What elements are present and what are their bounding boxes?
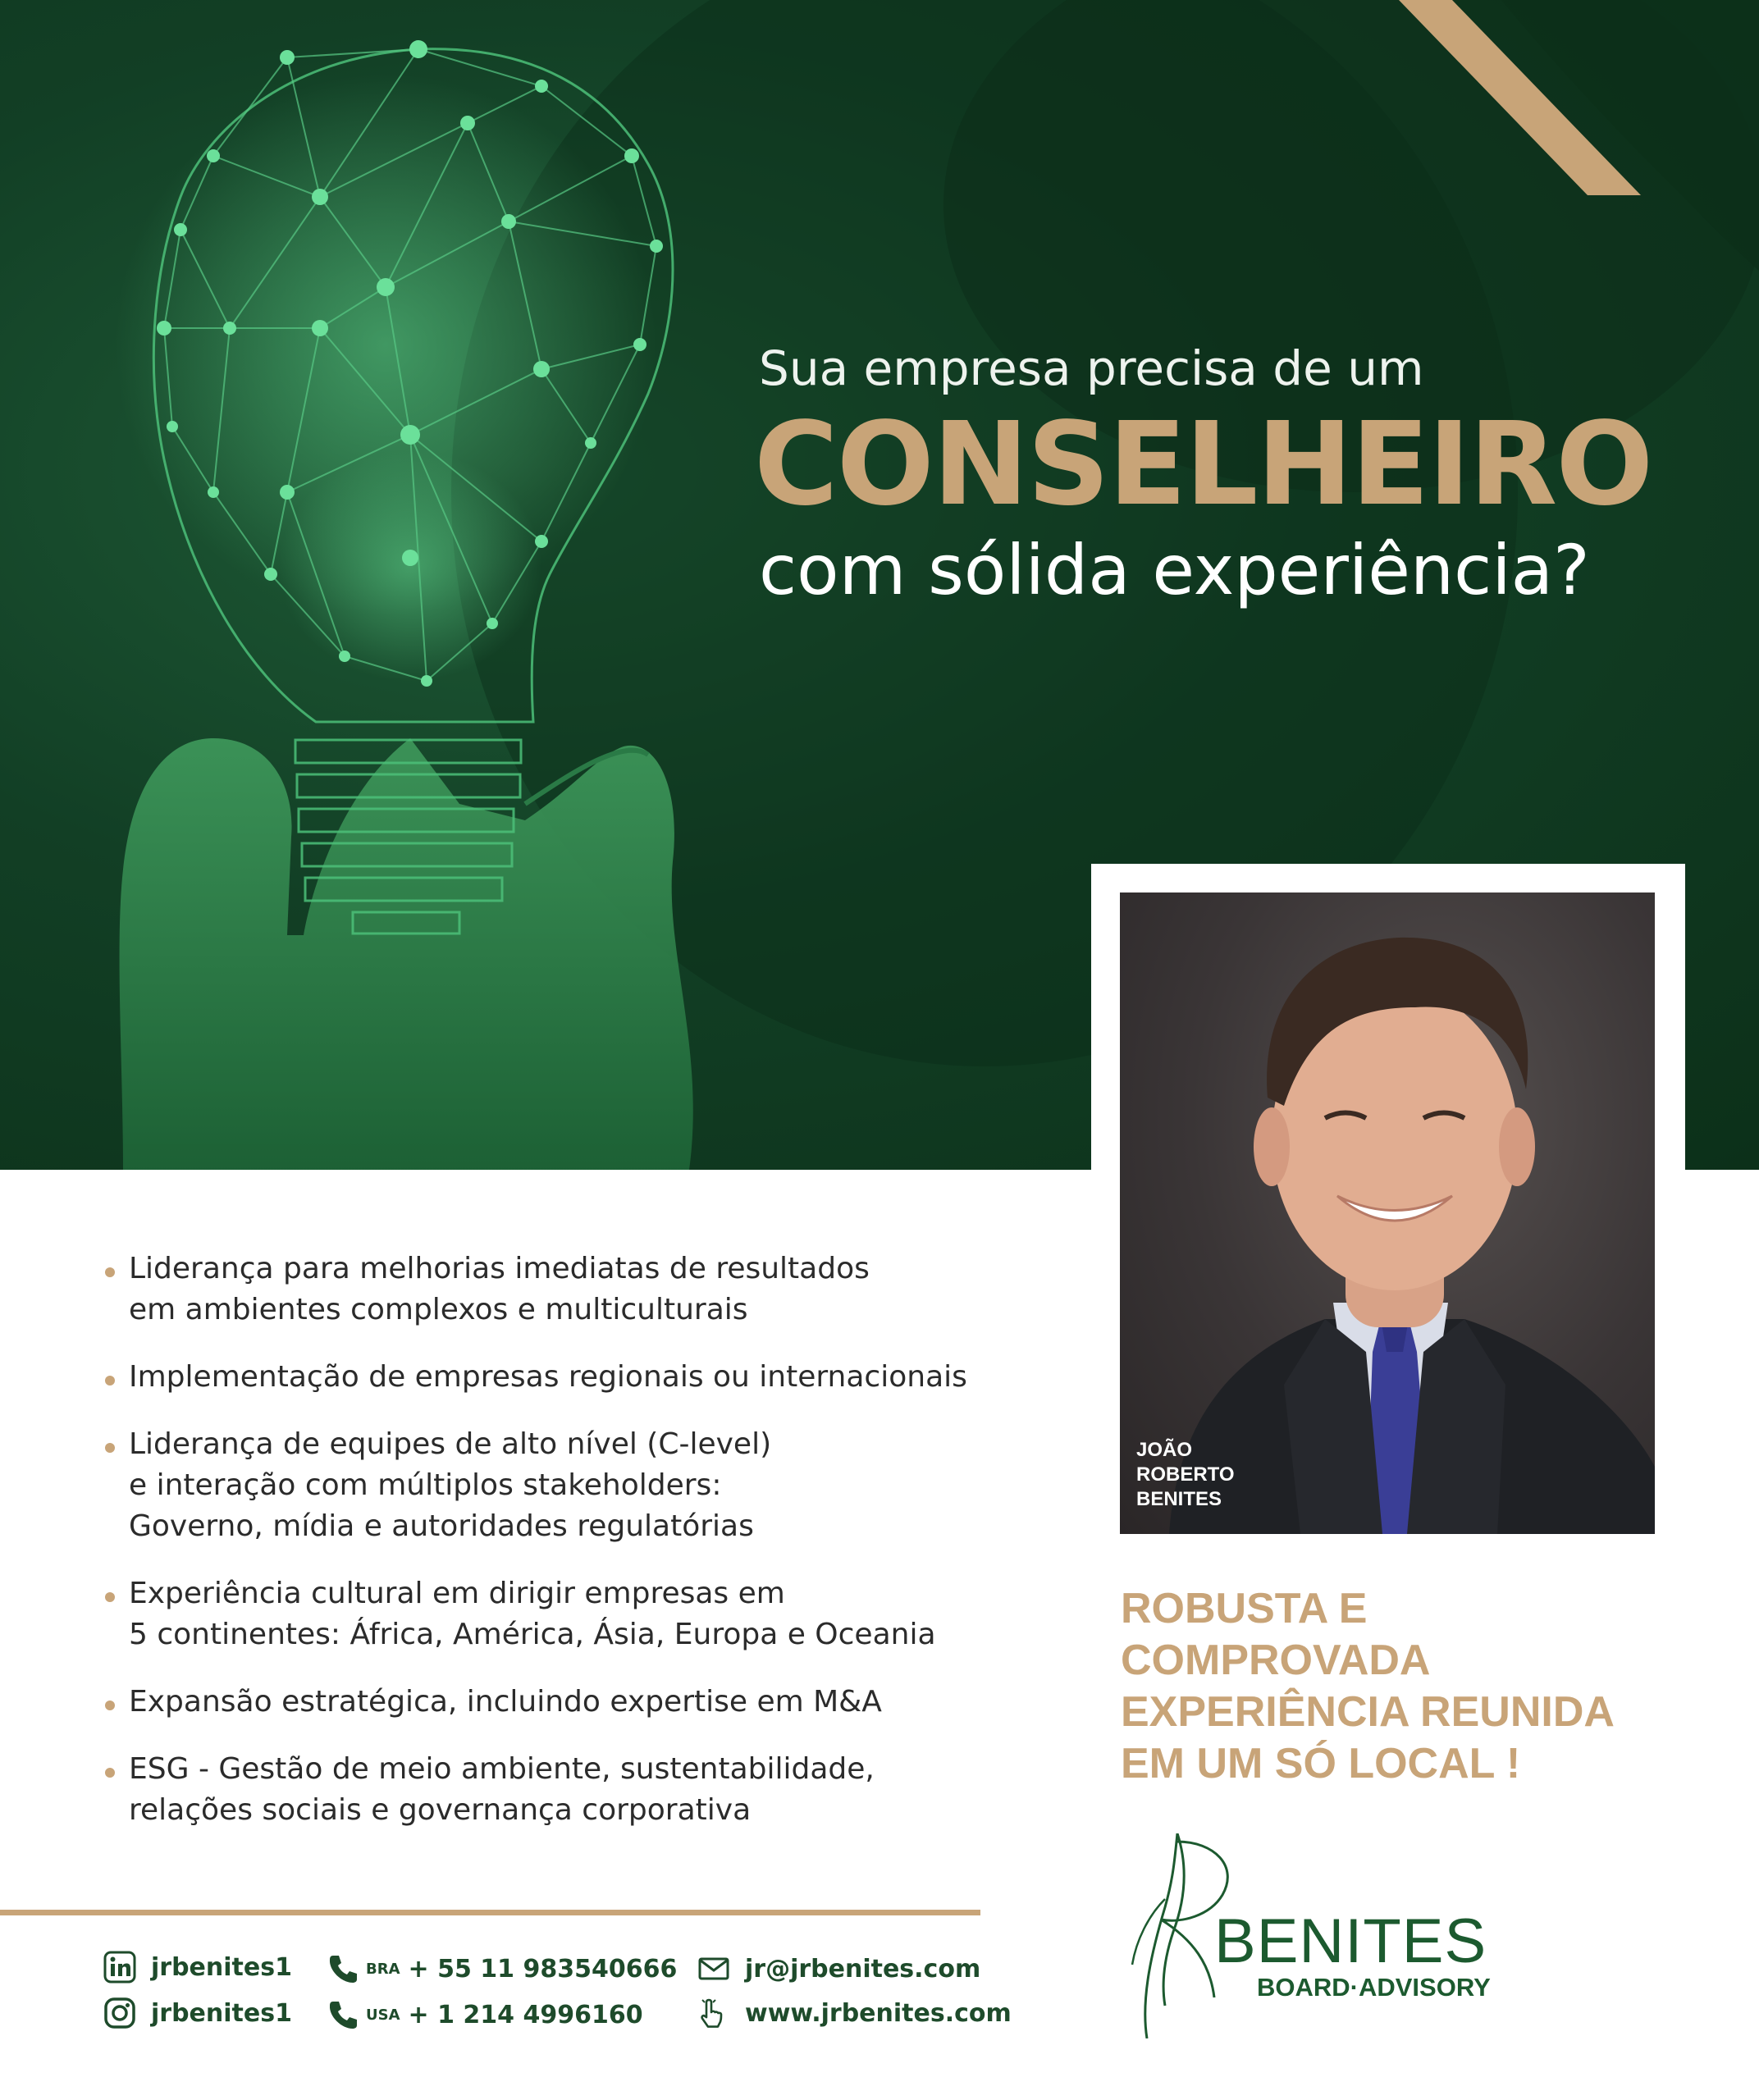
list-item-line: Liderança de equipes de alto nível (C-level): [129, 1427, 772, 1461]
portrait-caption: [1136, 1438, 1235, 1512]
headline-line-1: Sua empresa precisa de um: [759, 340, 1424, 396]
list-item: [103, 1573, 1005, 1655]
tagline: [1121, 1583, 1711, 1790]
portrait-photo: [1120, 892, 1655, 1534]
list-item: [103, 1249, 1005, 1331]
instagram-handle: jrbenites1: [151, 1998, 292, 2028]
benites-logo: [1116, 1833, 1542, 2038]
list-item-line: relações sociais e governança corporativa: [129, 1793, 752, 1827]
tagline-line: COMPROVADA: [1121, 1637, 1431, 1684]
list-item-line: e interação com múltiplos stakeholders:: [129, 1468, 722, 1502]
phone-icon: [327, 1998, 359, 2031]
linkedin-link[interactable]: [103, 1951, 292, 1984]
phone-country-tag: BRA: [366, 1960, 400, 1978]
list-item-line: Expansão estratégica, incluindo expertise em M&A: [129, 1685, 882, 1719]
footer-divider: [0, 1910, 980, 1915]
portrait-frame: [1091, 864, 1685, 1542]
instagram-link[interactable]: [103, 1997, 292, 2029]
list-item-line: Experiência cultural em dirigir empresas em: [129, 1577, 785, 1610]
website-url: www.jrbenites.com: [745, 1998, 1012, 2028]
list-item: [103, 1682, 1005, 1723]
phone-icon: [327, 1952, 359, 1985]
list-item: [103, 1424, 1005, 1547]
tagline-line: ROBUSTA E: [1121, 1585, 1368, 1632]
list-item-line: Implementação de empresas regionais ou internacionais: [129, 1360, 967, 1394]
qualifications-list: [103, 1249, 1005, 1857]
logo-wordmark: BENITES: [1214, 1906, 1487, 1976]
list-item: [103, 1749, 1005, 1831]
list-item: [103, 1357, 1005, 1398]
list-item-line: Liderança para melhorias imediatas de resultados: [129, 1252, 870, 1285]
email-link[interactable]: [697, 1952, 980, 1985]
email-address: jr@jrbenites.com: [745, 1954, 981, 1984]
caption-line: ROBERTO: [1136, 1463, 1235, 1486]
list-item-line: ESG - Gestão de meio ambiente, sustentabilidade,: [129, 1752, 875, 1786]
website-link[interactable]: [697, 1997, 1012, 2029]
phone-number: + 55 11 983540666: [408, 1954, 678, 1984]
tagline-line: EM UM SÓ LOCAL !: [1121, 1740, 1521, 1787]
tagline-line: EXPERIÊNCIA REUNIDA: [1121, 1688, 1615, 1736]
caption-line: JOÃO: [1136, 1439, 1193, 1461]
logo-subtitle: BOARD·ADVISORY: [1257, 1973, 1491, 2002]
headline-keyword: CONSELHEIRO: [754, 397, 1652, 532]
list-item-line: 5 continentes: África, América, Ásia, Europa e Oceania: [129, 1618, 936, 1651]
headline: [754, 340, 1702, 610]
linkedin-handle: jrbenites1: [151, 1952, 292, 1982]
list-item-line: Governo, mídia e autoridades regulatórias: [129, 1509, 754, 1543]
linkedin-icon: [103, 1951, 136, 1984]
phone-number: + 1 214 4996160: [408, 2000, 643, 2029]
instagram-icon: [103, 1997, 136, 2029]
caption-line: BENITES: [1136, 1488, 1222, 1510]
pointer-hand-icon: [697, 1997, 730, 2029]
headline-line-3: com sólida experiência?: [759, 529, 1590, 610]
phone-usa-link[interactable]: [327, 1998, 643, 2031]
phone-country-tag: USA: [366, 2006, 400, 2024]
list-item-line: em ambientes complexos e multiculturais: [129, 1293, 748, 1326]
phone-bra-link[interactable]: [327, 1952, 677, 1985]
mail-icon: [697, 1952, 730, 1985]
